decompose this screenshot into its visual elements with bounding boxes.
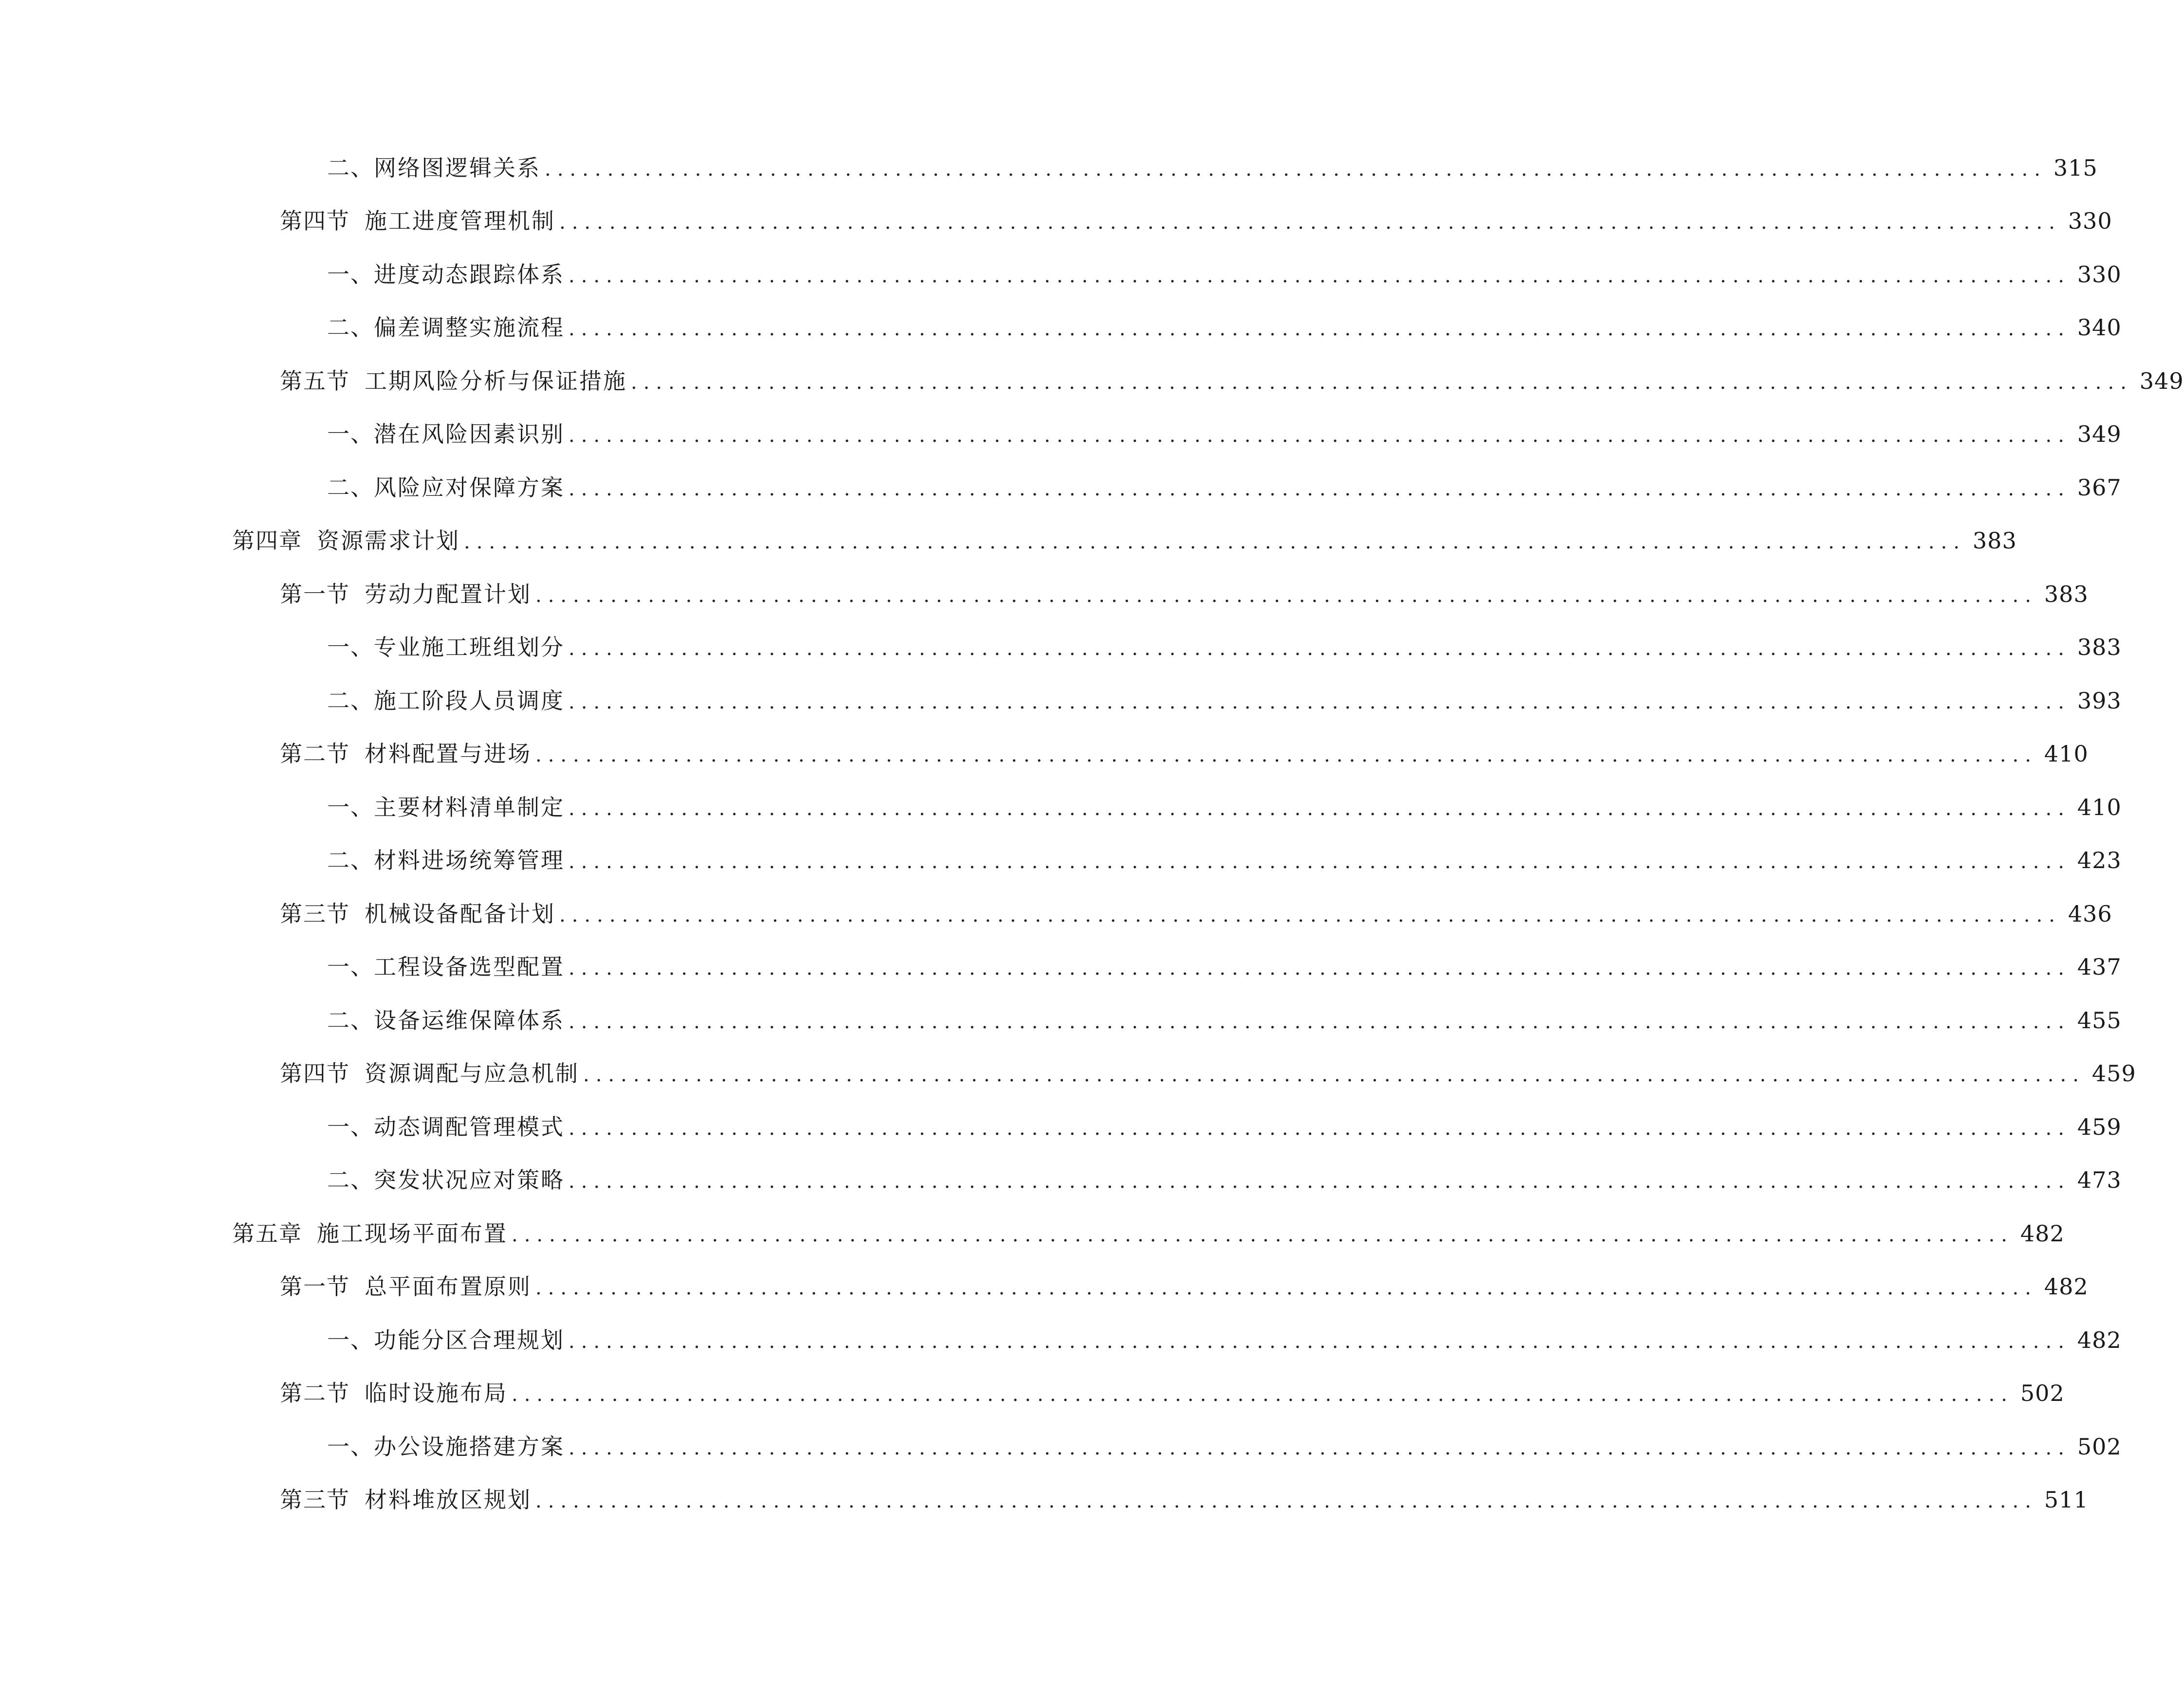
toc-entry-title: 动态调配管理模式 — [374, 1113, 565, 1140]
toc-entry-line — [280, 367, 2184, 394]
toc-entry-number: 第二节 — [280, 1380, 350, 1407]
toc-entry-title: 主要材料清单制定 — [374, 794, 565, 820]
toc-page-number: 383 — [2044, 581, 2089, 607]
toc-entry-number: 第三节 — [280, 1487, 350, 1513]
toc-entry-title: 劳动力配置计划 — [365, 581, 532, 607]
toc-entry-11[interactable] — [0, 727, 2089, 781]
toc-page-number: 473 — [2077, 1167, 2122, 1194]
toc-entry-title: 总平面布置原则 — [365, 1273, 532, 1300]
toc-entry-0[interactable] — [0, 141, 2098, 195]
toc-entry-number: 一、 — [327, 1113, 374, 1140]
toc-entry-line — [327, 1167, 2122, 1194]
toc-entry-10[interactable] — [0, 674, 2122, 727]
toc-entry-title: 材料进场统筹管理 — [374, 847, 565, 874]
toc-page-number: 482 — [2044, 1273, 2089, 1300]
toc-dot-leader: ........................................................................................................................ — [535, 744, 2037, 767]
toc-dot-leader: ........................................................................................................................ — [569, 1170, 2071, 1193]
toc-dot-leader: ........................................................................................................................ — [569, 1117, 2071, 1140]
toc-entry-line — [232, 1220, 2065, 1247]
toc-entry-line — [327, 954, 2122, 981]
toc-dot-leader: ........................................................................................................................ — [512, 1223, 2014, 1246]
toc-dot-leader: ........................................................................................................................ — [545, 158, 2047, 181]
toc-dot-leader: ........................................................................................................................ — [569, 1010, 2071, 1033]
toc-entry-number: 一、 — [327, 634, 374, 661]
toc-entry-number: 二、 — [327, 1007, 374, 1034]
toc-page-number: 340 — [2077, 314, 2122, 341]
toc-entry-title: 网络图逻辑关系 — [374, 154, 541, 181]
toc-entry-number: 第四节 — [280, 1060, 350, 1087]
toc-entry-title: 资源调配与应急机制 — [365, 1060, 579, 1087]
toc-entry-number: 第一节 — [280, 581, 350, 607]
toc-dot-leader: ........................................................................................................................ — [569, 318, 2071, 341]
toc-entry-title: 潜在风险因素识别 — [374, 421, 565, 448]
toc-entry-line — [280, 581, 2089, 607]
toc-entry-line — [280, 1380, 2065, 1407]
toc-page-number: 436 — [2068, 900, 2112, 927]
toc-entry-title: 材料堆放区规划 — [365, 1487, 532, 1513]
toc-entry-number: 第四章 — [232, 527, 302, 554]
toc-entry-line — [327, 154, 2098, 181]
toc-page-number: 455 — [2077, 1007, 2122, 1034]
toc-entry-number: 一、 — [327, 1326, 374, 1353]
toc-entry-22[interactable] — [0, 1313, 2122, 1367]
toc-page-number: 315 — [2053, 154, 2098, 181]
toc-entry-title: 临时设施布局 — [365, 1380, 508, 1407]
toc-dot-leader: ........................................................................................................................ — [631, 371, 2133, 394]
toc-entry-title: 施工进度管理机制 — [365, 208, 555, 235]
toc-dot-leader: ........................................................................................................................ — [569, 797, 2071, 820]
toc-entry-5[interactable] — [0, 408, 2122, 461]
toc-entry-21[interactable] — [0, 1260, 2089, 1314]
toc-entry-7[interactable] — [0, 514, 2017, 568]
toc-entry-number: 二、 — [327, 687, 374, 714]
toc-entry-19[interactable] — [0, 1154, 2122, 1207]
toc-dot-leader: ........................................................................................................................ — [559, 904, 2061, 926]
toc-entry-title: 机械设备配备计划 — [365, 900, 555, 927]
toc-entry-17[interactable] — [0, 1047, 2136, 1101]
toc-entry-number: 第四节 — [280, 208, 350, 235]
toc-dot-leader: ........................................................................................................................ — [569, 1436, 2071, 1459]
toc-entry-line — [327, 634, 2122, 661]
toc-entry-line — [280, 741, 2089, 767]
toc-page-number: 502 — [2020, 1380, 2065, 1407]
toc-entry-line — [327, 314, 2122, 341]
toc-page-number: 459 — [2092, 1060, 2136, 1087]
toc-entry-15[interactable] — [0, 941, 2122, 994]
toc-page-number: 330 — [2068, 208, 2112, 235]
toc-entry-23[interactable] — [0, 1367, 2065, 1420]
toc-page-number: 459 — [2077, 1113, 2122, 1140]
toc-entry-number: 第五章 — [232, 1220, 302, 1247]
toc-entry-title: 工程设备选型配置 — [374, 954, 565, 981]
toc-entry-title: 专业施工班组划分 — [374, 634, 565, 661]
toc-entry-line — [280, 900, 2112, 927]
toc-page-number: 393 — [2077, 687, 2122, 714]
toc-entry-line — [232, 527, 2017, 554]
toc-entry-18[interactable] — [0, 1100, 2122, 1154]
toc-page-number: 349 — [2077, 421, 2122, 448]
toc-dot-leader: ........................................................................................................................ — [464, 531, 1966, 554]
toc-page-number: 383 — [2077, 634, 2122, 661]
toc-entry-number: 二、 — [327, 474, 374, 501]
toc-entry-title: 资源需求计划 — [317, 527, 460, 554]
toc-entry-line — [327, 1113, 2122, 1140]
toc-entry-number: 一、 — [327, 1433, 374, 1460]
toc-entry-number: 一、 — [327, 261, 374, 288]
toc-dot-leader: ........................................................................................................................ — [535, 584, 2037, 607]
toc-entry-title: 风险应对保障方案 — [374, 474, 565, 501]
toc-entry-title: 施工现场平面布置 — [317, 1220, 508, 1247]
toc-entry-line — [327, 1007, 2122, 1034]
toc-entry-24[interactable] — [0, 1420, 2122, 1473]
toc-entry-title: 设备运维保障体系 — [374, 1007, 565, 1034]
toc-entry-13[interactable] — [0, 834, 2122, 888]
toc-dot-leader: ........................................................................................................................ — [583, 1064, 2085, 1087]
toc-entry-number: 第一节 — [280, 1273, 350, 1300]
toc-entry-line — [327, 687, 2122, 714]
toc-page-number: 330 — [2077, 261, 2122, 288]
toc-entry-title: 偏差调整实施流程 — [374, 314, 565, 341]
toc-entry-number: 一、 — [327, 954, 374, 981]
toc-entry-title: 施工阶段人员调度 — [374, 687, 565, 714]
toc-entry-title: 工期风险分析与保证措施 — [365, 367, 627, 394]
toc-page-number: 410 — [2077, 794, 2122, 820]
toc-entry-8[interactable] — [0, 567, 2089, 621]
toc-dot-leader: ........................................................................................................................ — [569, 264, 2071, 287]
toc-entry-20[interactable] — [0, 1207, 2065, 1260]
toc-entry-16[interactable] — [0, 994, 2122, 1047]
toc-entry-2[interactable] — [0, 248, 2122, 301]
toc-entry-9[interactable] — [0, 621, 2122, 674]
toc-page-number: 511 — [2044, 1487, 2089, 1513]
toc-entry-25[interactable] — [0, 1473, 2089, 1527]
toc-page-number: 410 — [2044, 741, 2089, 767]
toc-entry-title: 突发状况应对策略 — [374, 1167, 565, 1194]
toc-page-number: 502 — [2077, 1433, 2122, 1460]
toc-dot-leader: ........................................................................................................................ — [569, 957, 2071, 980]
toc-entry-number: 第二节 — [280, 741, 350, 767]
toc-dot-leader: ........................................................................................................................ — [535, 1490, 2037, 1513]
toc-entry-number: 第三节 — [280, 900, 350, 927]
toc-entry-line — [280, 1487, 2089, 1513]
toc-entry-line — [327, 847, 2122, 874]
toc-dot-leader: ........................................................................................................................ — [569, 1330, 2071, 1353]
toc-page-number: 482 — [2020, 1220, 2065, 1247]
toc-page-number: 349 — [2139, 367, 2184, 394]
toc-entry-line — [327, 1433, 2122, 1460]
toc-dot-leader: ........................................................................................................................ — [569, 424, 2071, 447]
toc-entry-6[interactable] — [0, 461, 2122, 514]
toc-page-number: 383 — [1972, 527, 2017, 554]
toc-dot-leader: ........................................................................................................................ — [512, 1383, 2014, 1406]
toc-entry-number: 一、 — [327, 794, 374, 820]
toc-entry-4[interactable] — [0, 354, 2184, 408]
toc-entry-line — [280, 208, 2112, 235]
toc-dot-leader: ........................................................................................................................ — [569, 851, 2071, 873]
toc-entry-line — [280, 1273, 2089, 1300]
toc-entry-line — [280, 1060, 2136, 1087]
toc-page-number: 437 — [2077, 954, 2122, 981]
toc-page-number: 367 — [2077, 474, 2122, 501]
toc-entry-line — [327, 794, 2122, 820]
toc-entry-number: 第五节 — [280, 367, 350, 394]
toc-entry-number: 二、 — [327, 847, 374, 874]
toc-entry-title: 材料配置与进场 — [365, 741, 532, 767]
toc-entry-number: 二、 — [327, 314, 374, 341]
toc-entry-line — [327, 261, 2122, 288]
toc-dot-leader: ........................................................................................................................ — [535, 1277, 2037, 1300]
toc-entry-line — [327, 1326, 2122, 1353]
toc-entry-line — [327, 474, 2122, 501]
toc-entry-line — [327, 421, 2122, 448]
toc-entry-12[interactable] — [0, 781, 2122, 834]
toc-page-number: 423 — [2077, 847, 2122, 874]
toc-dot-leader: ........................................................................................................................ — [559, 211, 2061, 234]
toc-entry-number: 一、 — [327, 421, 374, 448]
table-of-contents — [0, 141, 2184, 1526]
toc-entry-number: 二、 — [327, 1167, 374, 1194]
toc-entry-number: 二、 — [327, 154, 374, 181]
toc-page-number: 482 — [2077, 1326, 2122, 1353]
toc-dot-leader: ........................................................................................................................ — [569, 477, 2071, 500]
toc-entry-14[interactable] — [0, 887, 2112, 941]
toc-entry-title: 功能分区合理规划 — [374, 1326, 565, 1353]
toc-entry-title: 办公设施搭建方案 — [374, 1433, 565, 1460]
toc-entry-title: 进度动态跟踪体系 — [374, 261, 565, 288]
toc-dot-leader: ........................................................................................................................ — [569, 637, 2071, 660]
toc-entry-3[interactable] — [0, 301, 2122, 355]
toc-entry-1[interactable] — [0, 195, 2112, 248]
toc-dot-leader: ........................................................................................................................ — [569, 690, 2071, 713]
